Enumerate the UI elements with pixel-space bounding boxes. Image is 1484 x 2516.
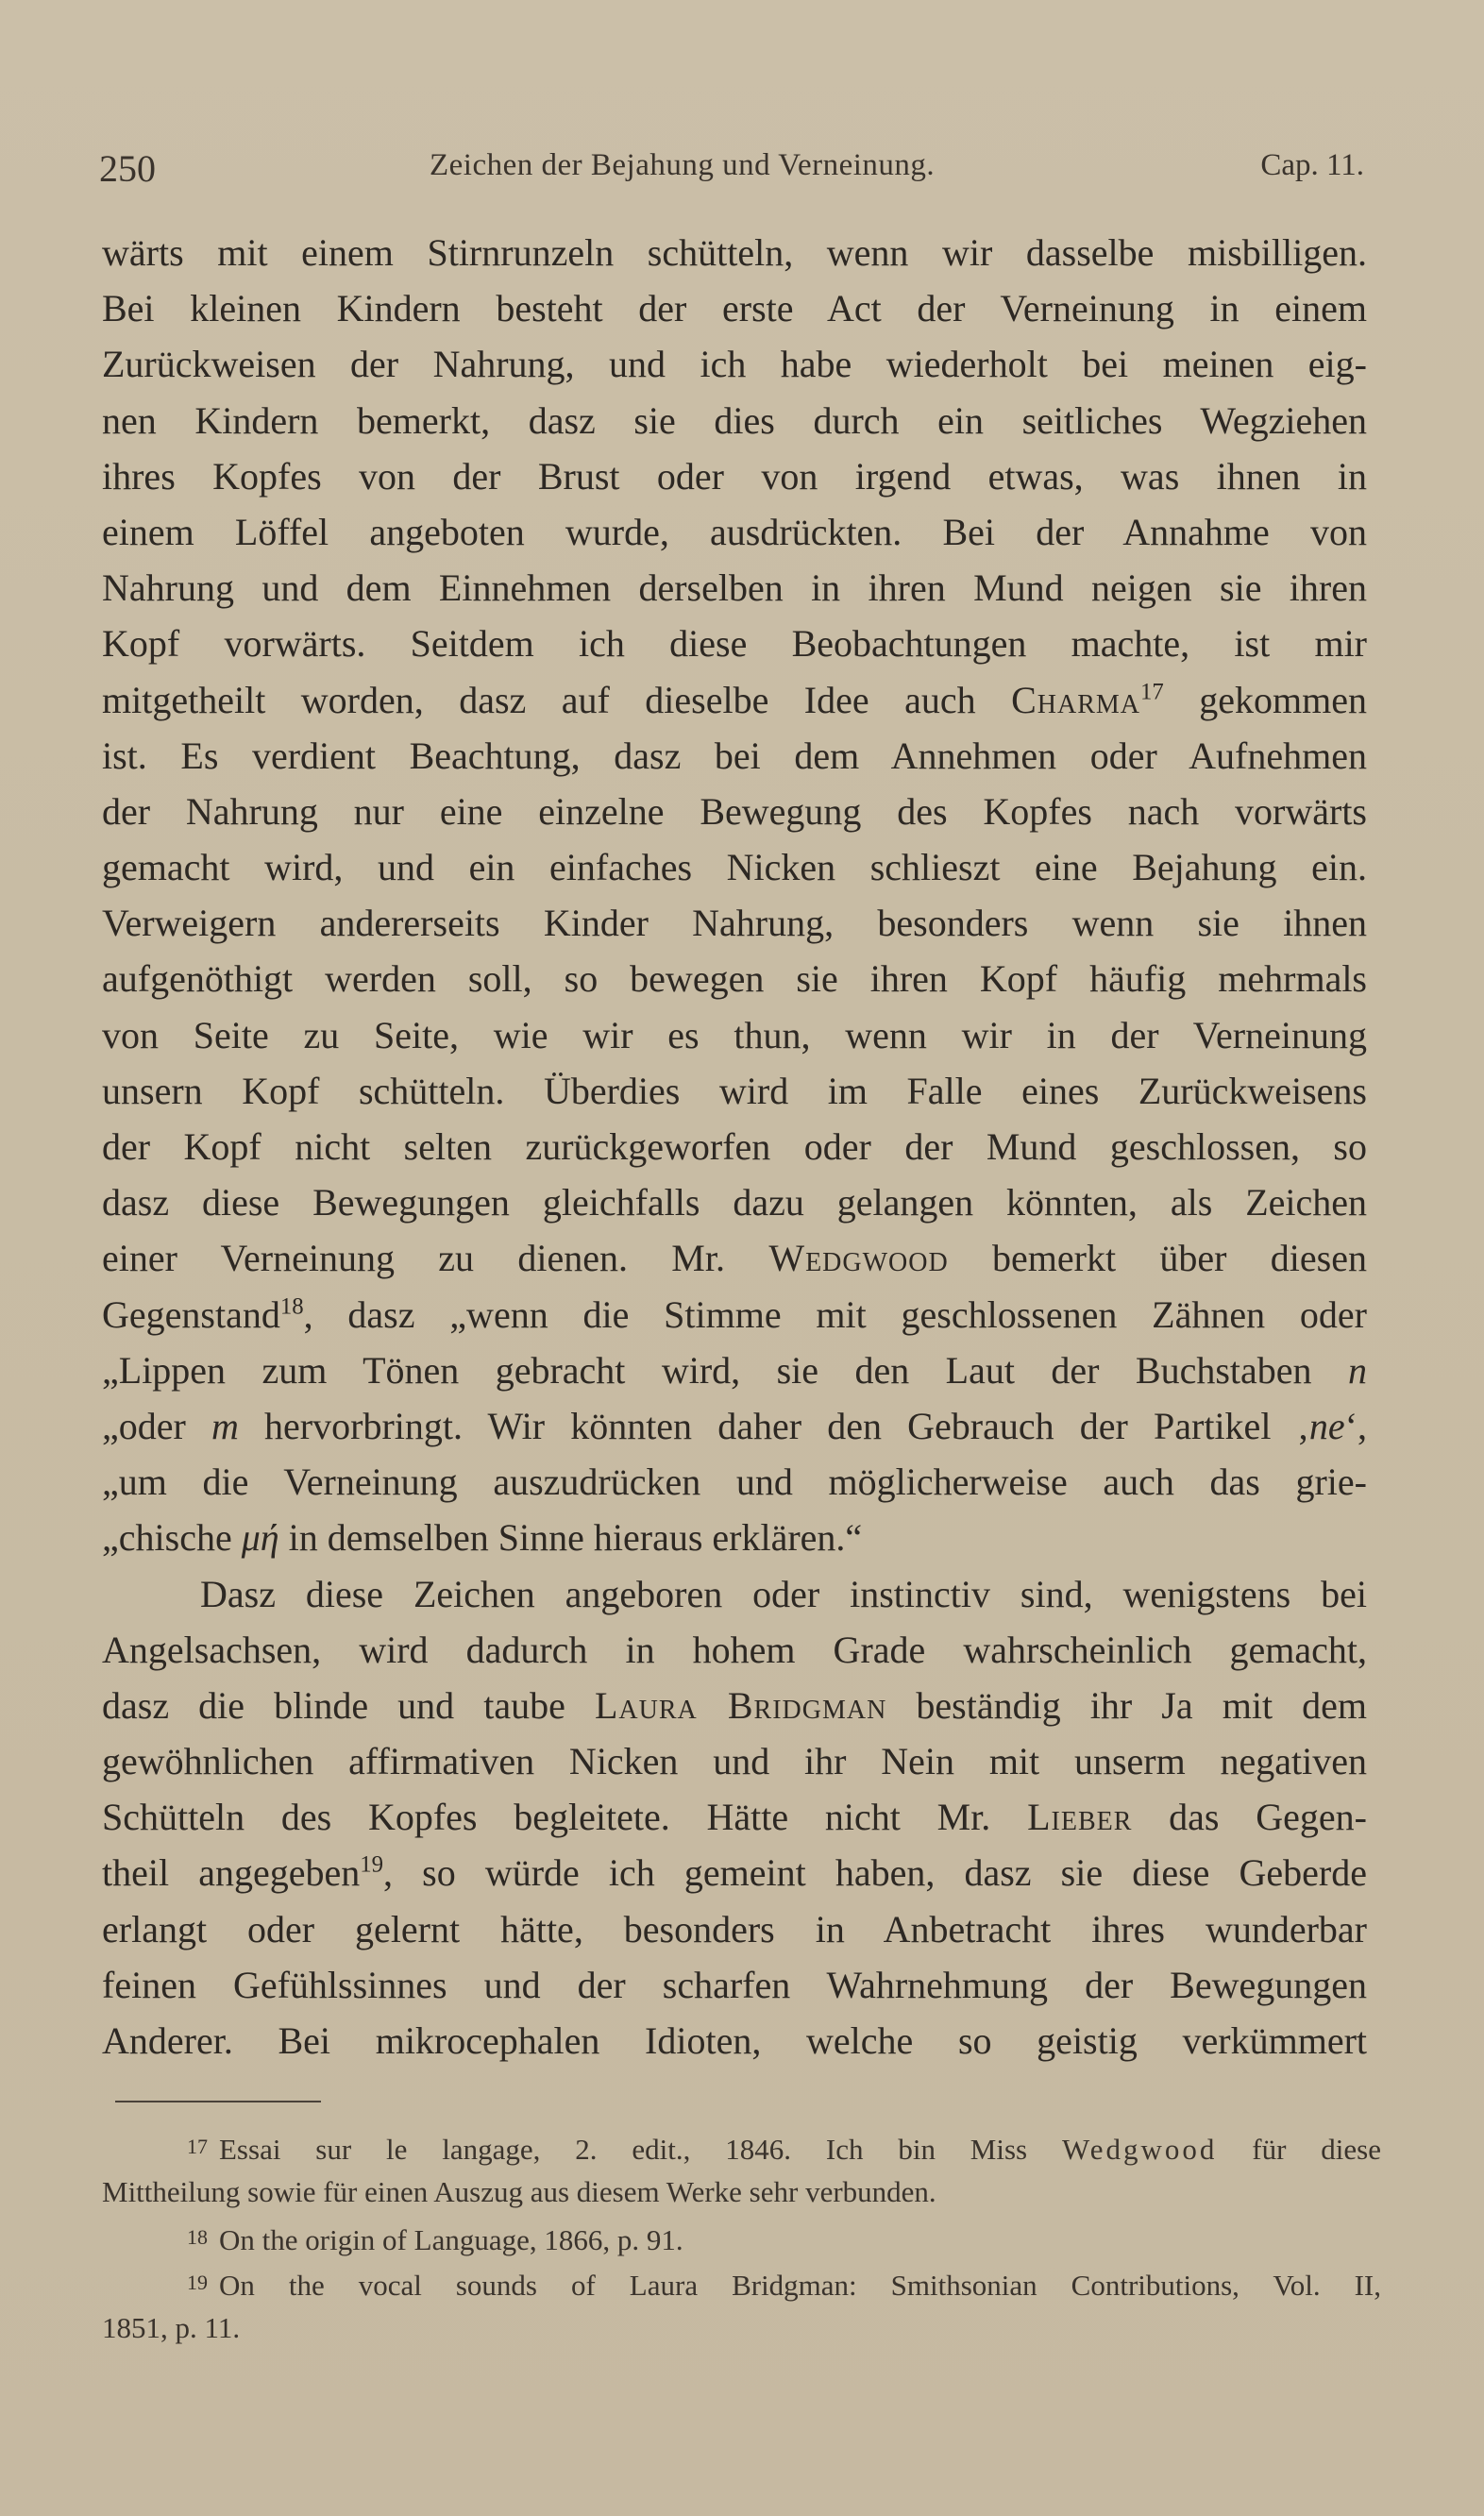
text-run: Anderer. Bei mikrocephalen Idioten, welche so geistig verkümmert: [102, 2019, 1367, 2062]
text-line: [102, 1454, 1367, 1510]
text-run: ist. Es verdient Beachtung, dasz bei dem Annehmen oder Aufnehmen: [102, 734, 1367, 777]
italic-text: μή: [241, 1516, 279, 1560]
text-line: [102, 616, 1367, 671]
footnote-line: [102, 2215, 1381, 2260]
text-run: Bei kleinen Kindern besteht der erste Act der Verneinung in einem: [102, 287, 1367, 330]
text-line: [102, 1119, 1367, 1174]
text-line: [102, 1510, 1367, 1565]
text-line: [102, 336, 1367, 392]
text-run: „oder: [102, 1404, 211, 1447]
page-header: [99, 146, 1364, 194]
text-run: 1851, p. 11.: [102, 2311, 241, 2344]
text-run: , so würde ich gemeint haben, dasz sie diese Geberde: [383, 1851, 1367, 1895]
text-line: [102, 393, 1367, 448]
text-line: [102, 1230, 1367, 1286]
text-run: theil angegeben: [102, 1851, 361, 1895]
text-line: [102, 1007, 1367, 1063]
text-line: [102, 839, 1367, 895]
text-run: gemacht wird, und ein einfaches Nicken schlieszt eine Bejahung ein.: [102, 846, 1367, 889]
text-line: [102, 2013, 1367, 2069]
footnote-number: 17: [187, 2135, 208, 2158]
text-run: wärts mit einem Stirnrunzeln schütteln, wenn wir dasselbe misbilligen.: [102, 231, 1367, 274]
text-run: aufgenöthigt werden soll, so bewegen sie ihren Kopf häufig mehrmals: [102, 957, 1367, 1001]
text-run: , dasz „wenn die Stimme mit geschlossenen Zähnen oder: [303, 1292, 1367, 1336]
author-name: Wedgwood: [768, 1237, 949, 1280]
text-line: [102, 1622, 1367, 1678]
text-run: Nahrung und dem Einnehmen derselben in ihren Mund neigen sie ihren: [102, 566, 1367, 610]
text-line: [102, 1957, 1367, 2013]
text-line: [102, 728, 1367, 784]
footnote-line: [102, 2260, 1381, 2305]
text-line: [102, 672, 1367, 728]
text-run: Schütteln des Kopfes begleitete. Hätte nicht Mr.: [102, 1796, 1028, 1839]
footnotes: [102, 2124, 1381, 2351]
text-line: [102, 448, 1367, 504]
text-run: On the vocal sounds of Laura Bridgman: Smithsonian Contributions, Vol. II,: [219, 2269, 1381, 2302]
text-line: [102, 225, 1367, 280]
text-run: in demselben Sinne hieraus erklären.“: [278, 1516, 863, 1560]
text-run: Mittheilung sowie für einen Auszug aus diesem Werke sehr verbunden.: [102, 2175, 936, 2208]
footnote-number: 19: [187, 2271, 208, 2294]
text-run: beständig ihr Ja mit dem: [886, 1683, 1368, 1727]
text-run: einem Löffel angeboten wurde, ausdrückten. Bei der Annahme von: [102, 510, 1367, 553]
author-name: Laura Bridgman: [594, 1683, 887, 1727]
footnote-line: [102, 2305, 1381, 2351]
text-run: „um die Verneinung auszudrücken und möglicherweise auch das grie-: [102, 1461, 1367, 1504]
text-run: feinen Gefühlssinnes und der scharfen Wahrnehmung der Bewegungen: [102, 1963, 1367, 2006]
text-run: mitgetheilt worden, dasz auf dieselbe Idee auch: [102, 678, 1012, 721]
page-number: 250: [99, 147, 156, 190]
italic-text: ne: [1308, 1404, 1345, 1447]
chapter-label: Cap. 11.: [1260, 148, 1364, 182]
text-line: [102, 1733, 1367, 1789]
text-run: erlangt oder gelernt hätte, besonders in Anbetracht ihres wunderbar: [102, 1907, 1367, 1950]
text-run: nen Kindern bemerkt, dasz sie dies durch ein seitliches Wegziehen: [102, 398, 1367, 442]
text-run: der Kopf nicht selten zurückgeworfen oder der Mund geschlossen, so: [102, 1125, 1367, 1168]
text-line: [102, 1342, 1367, 1398]
text-line: [102, 895, 1367, 951]
text-run: „chische: [102, 1516, 242, 1560]
running-title: Zeichen der Bejahung und Verneinung.: [430, 148, 936, 182]
text-line: [102, 1678, 1367, 1733]
text-line: [102, 1566, 1367, 1622]
text-run: Zurückweisen der Nahrung, und ich habe wiederholt bei meinen eig-: [102, 343, 1367, 386]
text-line: [102, 784, 1367, 839]
author-name: Lieber: [1027, 1796, 1133, 1839]
text-run: Angelsachsen, wird dadurch in hohem Grade wahrscheinlich gemacht,: [102, 1628, 1367, 1671]
text-line: [102, 951, 1367, 1006]
footnote-line: [102, 2170, 1381, 2215]
text-run: von Seite zu Seite, wie wir es thun, wenn wir in der Verneinung: [102, 1013, 1367, 1056]
text-run: dasz diese Bewegungen gleichfalls dazu gelangen könnten, als Zeichen: [102, 1181, 1367, 1224]
text-line: [102, 280, 1367, 336]
text-run: Dasz diese Zeichen angeboren oder instinctiv sind, wenigstens bei: [200, 1572, 1367, 1615]
text-line: [102, 1287, 1367, 1342]
italic-text: m: [211, 1404, 239, 1447]
text-run: der Nahrung nur eine einzelne Bewegung des Kopfes nach vorwärts: [102, 789, 1367, 833]
author-name: Charma: [1011, 678, 1140, 721]
text-run: unsern Kopf schütteln. Überdies wird im Falle eines Zurückweisens: [102, 1069, 1367, 1112]
text-run: bemerkt über diesen: [948, 1237, 1367, 1280]
footnote-reference: 18: [279, 1293, 304, 1320]
footnote-number: 18: [187, 2225, 208, 2249]
text-run: On the origin of Language, 1866, p. 91.: [219, 2223, 683, 2256]
text-run: für diese: [1217, 2133, 1381, 2166]
footnote-reference: 17: [1140, 679, 1164, 705]
spaced-name: Wedgwood: [1061, 2133, 1218, 2166]
text-line: [102, 1789, 1367, 1845]
text-run: einer Verneinung zu dienen. Mr.: [102, 1237, 769, 1280]
text-line: [102, 1174, 1367, 1230]
text-run: ihres Kopfes von der Brust oder von irgend etwas, was ihnen in: [102, 454, 1367, 498]
text-run: Kopf vorwärts. Seitdem ich diese Beobachtungen machte, ist mir: [102, 622, 1367, 666]
text-run: dasz die blinde und taube: [102, 1683, 595, 1727]
footnote-divider: [115, 2101, 321, 2102]
text-run: gewöhnlichen affirmativen Nicken und ihr Nein mit unserm negativen: [102, 1740, 1367, 1783]
text-run: Verweigern andererseits Kinder Nahrung, besonders wenn sie ihnen: [102, 902, 1367, 945]
text-line: [102, 560, 1367, 616]
footnote-line: [102, 2124, 1381, 2170]
text-run: hervorbringt. Wir könnten daher den Gebrauch der Partikel ‚: [238, 1404, 1309, 1447]
text-run: „Lippen zum Tönen gebracht wird, sie den Laut der Buchstaben: [102, 1348, 1348, 1392]
italic-text: n: [1348, 1348, 1367, 1392]
text-run: das Gegen-: [1132, 1796, 1367, 1839]
text-run: Essai sur le langage, 2. edit., 1846. Ich bin Miss: [219, 2133, 1062, 2166]
text-line: [102, 1398, 1367, 1454]
text-line: [102, 1901, 1367, 1957]
text-run: Gegenstand: [102, 1292, 280, 1336]
footnote-reference: 19: [360, 1852, 384, 1879]
text-line: [102, 1063, 1367, 1119]
text-line: [102, 1845, 1367, 1900]
body-text: [102, 225, 1367, 2069]
text-run: ‘,: [1344, 1404, 1368, 1447]
text-line: [102, 504, 1367, 560]
text-run: gekommen: [1163, 678, 1367, 721]
